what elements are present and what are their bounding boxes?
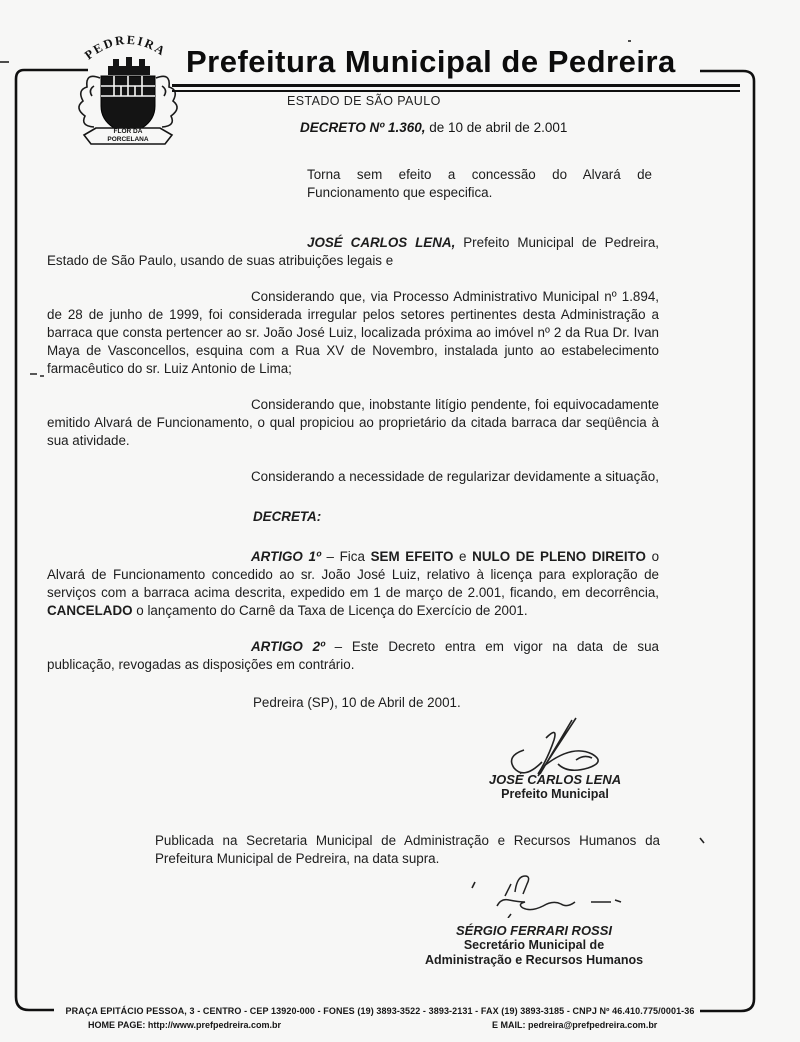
mayor-signature-scribble [480,716,630,778]
secretary-role-line1: Secretário Municipal de [463,938,605,952]
paragraph-considerando-1: Considerando que, via Processo Administrativo Municipal nº 1.894, de 28 de junho de 1999, foi considerada irregular pelos setores pertinentes desta Administração a barraca que consta pertencer ao sr. João José Luiz, localizada próxima ao imóvel nº 2 da Rua Dr. Ivan Maya de Vasconcellos, esquina com a Rua XV de Novembro, instalada junto ao estabelecimento farmacêutico do sr. Luiz Antonio de Lima; [47,289,659,376]
footer-homepage: HOME PAGE: http://www.prefpedreira.com.br [88,1020,282,1030]
mayor-role: Prefeito Municipal [501,787,609,801]
secretary-signature-scribble [419,870,649,918]
crest-motto-line1: FLOR DA [113,128,143,135]
date-place-line: Pedreira (SP), 10 de Abril de 2001. [253,695,461,710]
secretary-name: SÉRGIO FERRARI ROSSI [455,923,613,938]
mayor-signature-block [455,716,655,802]
crest-motto-line2: PORCELANA [107,136,149,143]
document-body [47,166,659,968]
decree-date: de 10 de abril de 2.001 [425,120,568,135]
coat-of-arms [68,20,188,150]
secretary-role-line2: Administração e Recursos Humanos [424,953,644,967]
page-title: Prefeitura Municipal de Pedreira [186,44,676,79]
decree-title [300,120,567,135]
paragraph-intro: JOSÉ CARLOS LENA, Prefeito Municipal de Pedreira, Estado de São Paulo, usando de suas atribuições legais e [47,235,659,268]
footer-address: PRAÇA EPITÁCIO PESSOA, 3 - CENTRO - CEP 13920-000 - FONES (19) 3893-3522 - 3893-2131 - FAX (19) 3893-3185 - CNPJ Nº 46.410.775/0001-36 [65,1006,695,1016]
svg-text:PEDREIRA [82,33,169,63]
paragraph-considerando-3: Considerando a necessidade de regularizar devidamente a situação, [251,469,659,484]
artigo-1: ARTIGO 1º – Fica SEM EFEITO e NULO DE PLENO DIREITO o Alvará de Funcionamento concedido ao sr. João José Luiz, relativo à licença para exploração de serviços com a barraca acima descrita, expedido em 1 de março de 2.001, ficando, em decorrência, CANCELADO o lançamento do Carnê da Taxa de Licença do Exercício de 2001. [47,549,660,618]
paragraph-considerando-2: Considerando que, inobstante litígio pendente, foi equivocadamente emitido Alvará de Funcionamento, o qual propiciou ao proprietário da citada barraca dar seqüência à sua atividade. [47,397,659,448]
decree-number: DECRETO Nº 1.360, [300,120,426,135]
artigo-2: ARTIGO 2º – Este Decreto entra em vigor na data de sua publicação, revogadas as disposições em contrário. [47,639,659,672]
secretary-signature-block [399,870,669,968]
decree-summary: Torna sem efeito a concessão do Alvará de Funcionamento que especifica. [307,167,652,200]
title-rule-thin [172,90,740,92]
crest-name: PEDREIRA [82,32,169,63]
decreta-heading: DECRETA: [253,509,322,524]
title-rule [172,84,740,87]
publication-note: Publicada na Secretaria Municipal de Administração e Recursos Humanos da Prefeitura Municipal de Pedreira, na data supra. [155,833,660,866]
footer-email: E MAIL: pedreira@prefpedreira.com.br [492,1020,658,1030]
state-subtitle: ESTADO DE SÃO PAULO [287,94,441,108]
mayor-name-inline: JOSÉ CARLOS LENA, [307,235,456,250]
mayor-name: JOSÉ CARLOS LENA [488,772,622,787]
